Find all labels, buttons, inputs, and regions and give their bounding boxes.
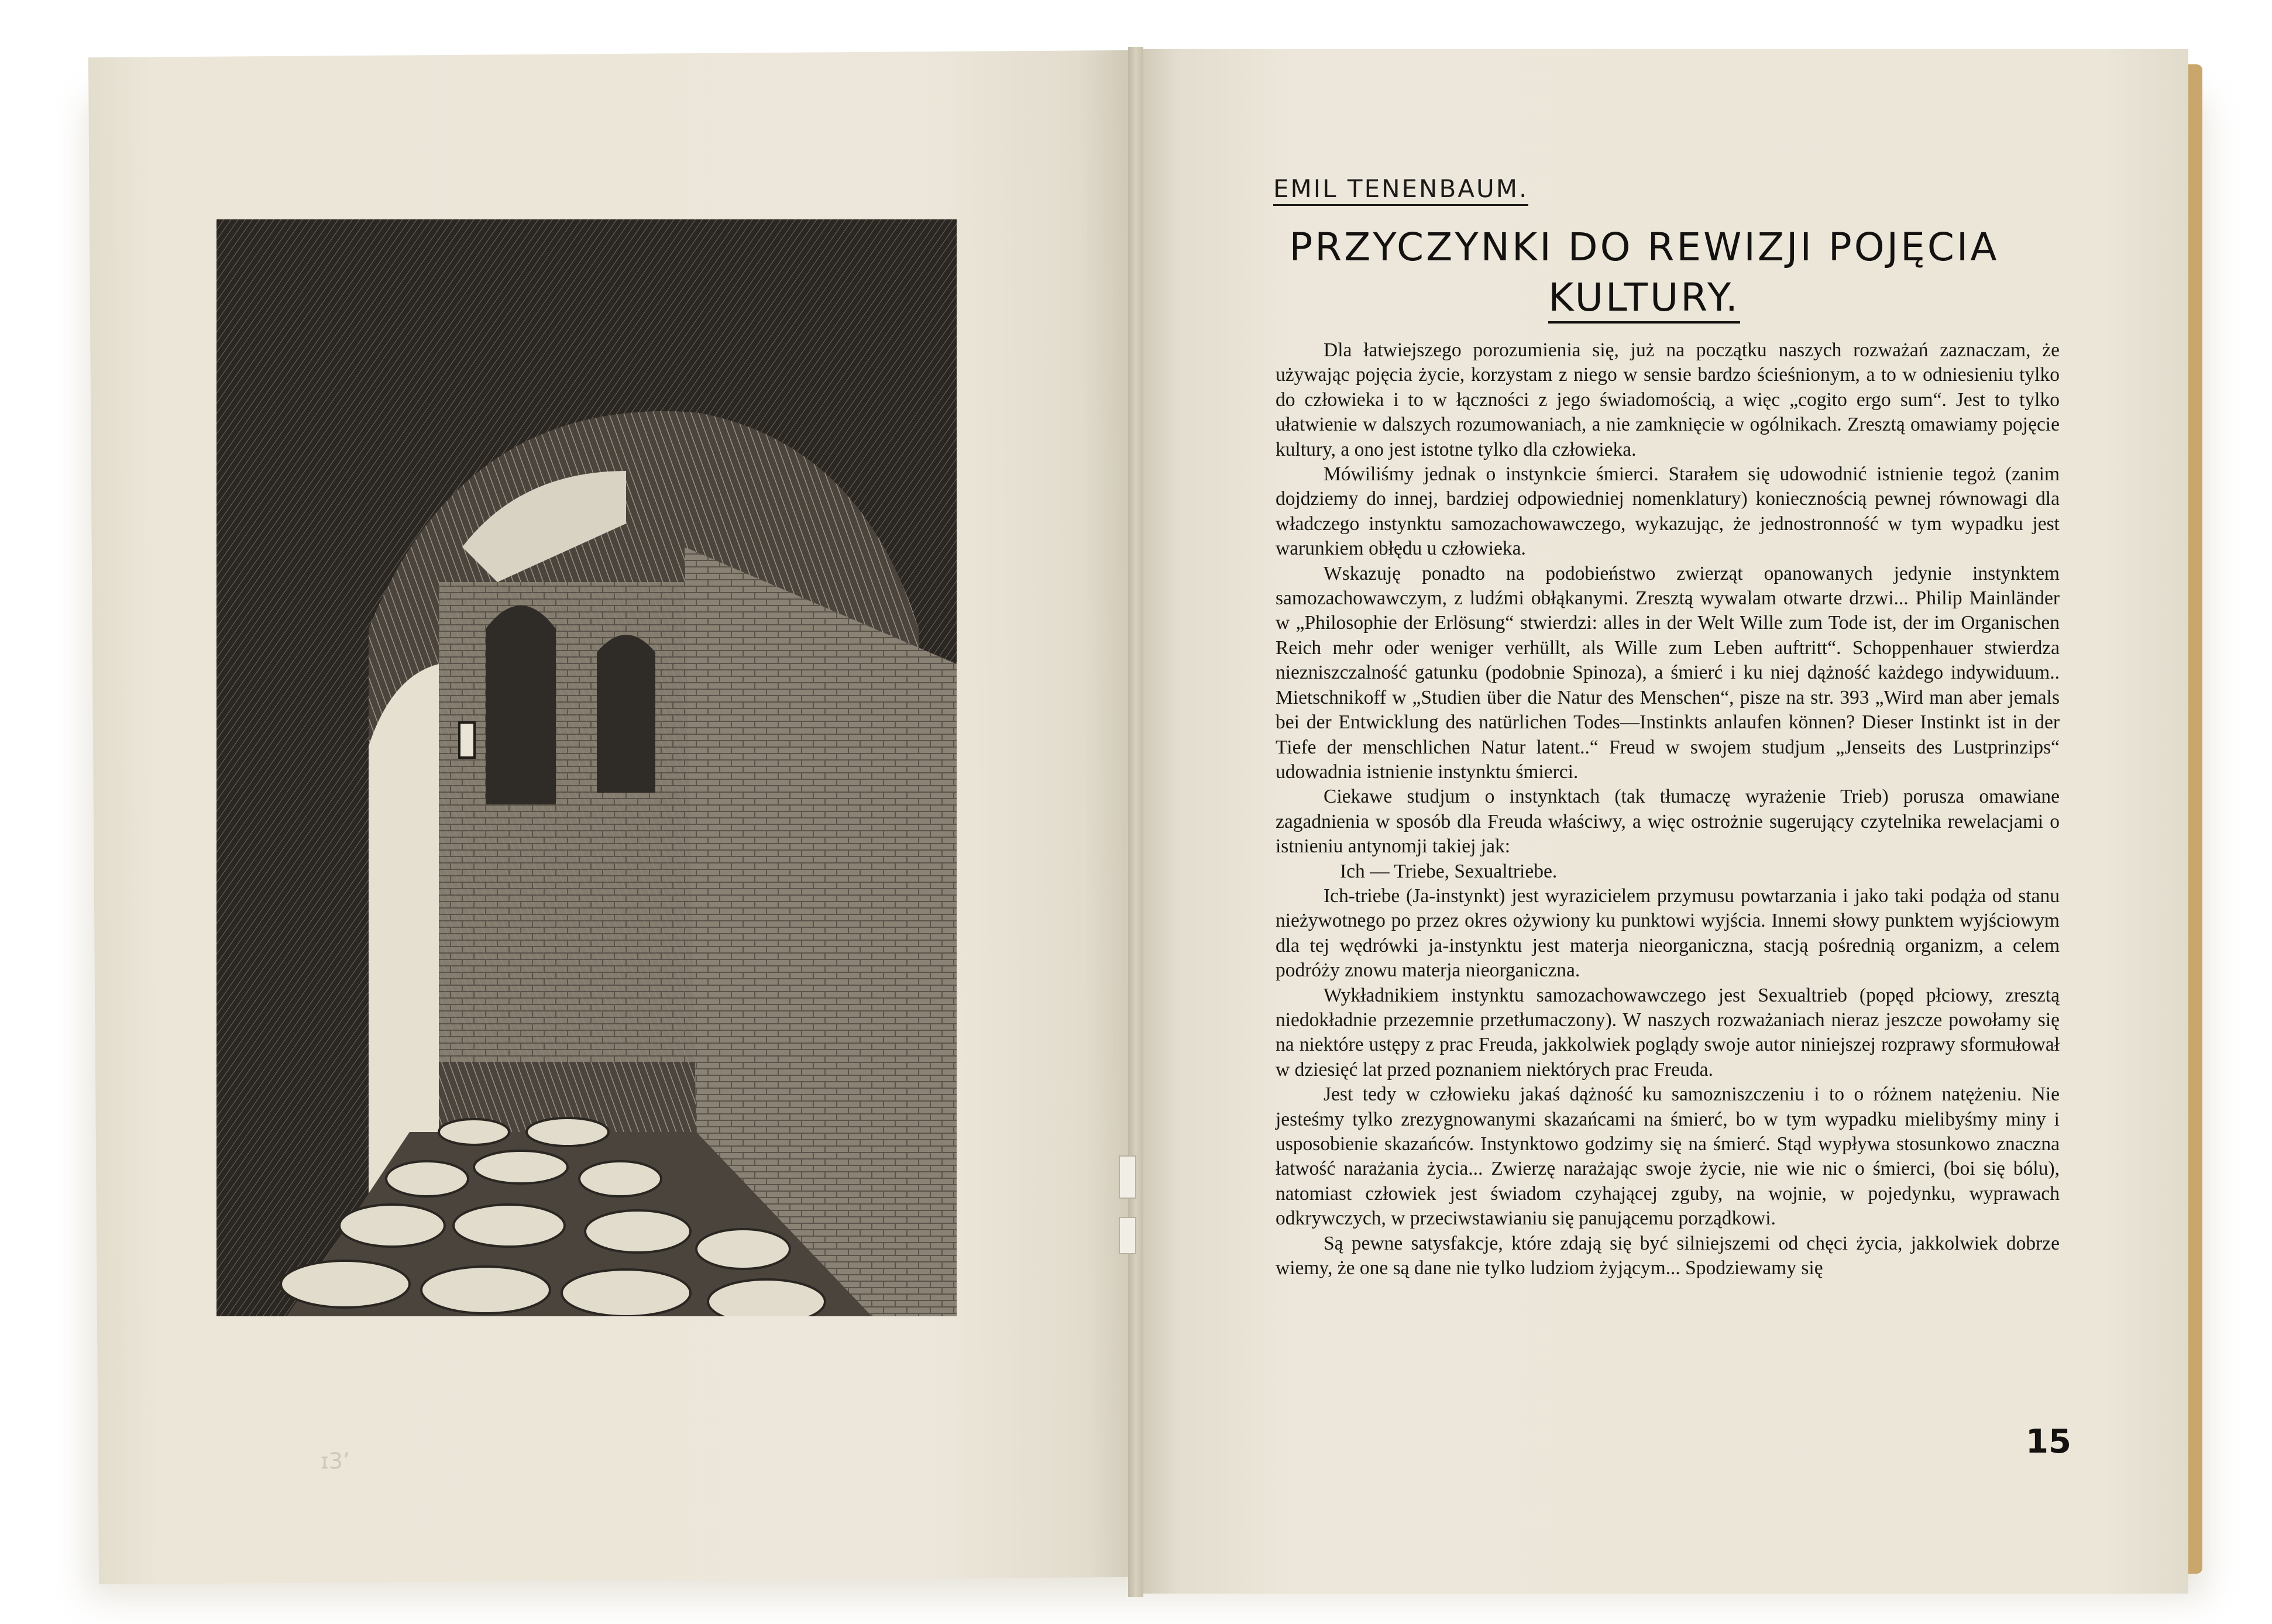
paragraph: Ich — Triebe, Sexualtriebe. <box>1340 860 1558 882</box>
pencil-mark: ɪ3ʼ <box>320 1448 350 1474</box>
paragraph: Ciekawe studjum o instynktach (tak tłumaczę wyrażenie Trieb) porusza omawiane zagadnienia w sposób dla Freuda właściwy, a więc ostrożnie sugerujący czytelnika rewelacjami o istnieniu antynomji takiej jak: <box>1276 786 2060 858</box>
paragraph: Dla łatwiejszego porozumienia się, już na początku naszych rozważań zaznaczam, że używając pojęcia życie, korzystam z niego w sensie bardzo ścieśnionym, a to w odniesieniu tylko do człowieka i to w łączności z jego świadomością, a więc „cogito ergo sum“. Jest to tylko ułatwienie w dalszych rozumowaniach, a nie zamknięcie w ogólnikach. Zresztą omawiamy pojęcie kultury, a ono jest istotne tylko dla człowieka. <box>1276 339 2060 460</box>
title-line-1: PRZYCZYNKI DO REWIZJI POJĘCIA <box>1289 225 1999 270</box>
paragraph: Mówiliśmy jednak o instynkcie śmierci. Starałem się udowodnić istnienie tegoż (zanim dojdziemy do innej, bardziej odpowiedniej nomenklatury) koniecznością pewnej równowagi dla władczego instynktu samozachowawczego, wykazując, że jednostronność w tym wypadku jest warunkiem obłędu u człowieka. <box>1276 463 2060 560</box>
paragraph: Są pewne satysfakcje, które zdają się być silniejszemi od chęci życia, jakkolwiek dobrze wiemy, że one są dane nie tylko ludziom żyjącym... Spodziewamy się <box>1276 1232 2060 1279</box>
paragraph: Jest tedy w człowieku jakaś dążność ku samozniszczeniu i to o różnem natężeniu. Nie jesteśmy tylko zrezygnowanymi skazańcami na śmierć, bo w tym wypadku mielibyśmy miny i usposobienie skazańców. Instynktowo godzimy się na śmierć. Stąd wypływa stosunkowo znaczna łatwość narażania życia... Zwierzę narażając swoje życie, nie wie nic o śmierci, (boi się bólu), natomiast człowiek jest świadom czyhającej zguby, na wojnie, w pojedynku, wyprawach odkrywczych, w przeciwstawianiu się panującemu porządkowi. <box>1276 1083 2060 1230</box>
article-title <box>1264 222 2024 323</box>
paragraph: Wykładnikiem instynktu samozachowawczego jest Sexualtrieb (popęd płciowy, zresztą niedokładnie przezemnie przetłumaczony). W naszych rozważaniach nieraz jeszcze powołamy się na niektóre ustępy z prac Freuda, jakkolwiek poglądy swoje autor niniejszej rozprawy sformułował w dziesięć lat przed poznaniem niektórych prac Freuda. <box>1276 984 2060 1081</box>
courtyard-arch-engraving <box>216 219 957 1316</box>
engraving-drawing <box>216 219 957 1316</box>
page-number: 15 <box>2026 1423 2071 1461</box>
author-name: EMIL TENENBAUM. <box>1273 174 1528 206</box>
paragraph: Ich-triebe (Ja-instynkt) jest wyrazicielem przymusu powtarzania i jako taki podąża od stanu nieżywotnego po przez okres ożywiony ku punktowi wyjścia. Innemi słowy punktem wyjściowym dla tej wędrówki ja-instynktu jest materja nieorganiczna, stacją pośrednią organizm, a celem podróży znowu materja nieorganiczna. <box>1276 885 2060 982</box>
title-line-2: KULTURY. <box>1548 275 1740 324</box>
paragraph: Wskazuję ponadto na podobieństwo zwierząt opanowanych jedynie instynktem samozachowawczym, z ludźmi obłąkanymi. Zresztą wywalam otwarte drzwi... Philip Mainländer w „Philosophie der Erlösung“ stwierdzi: alles in der Welt Wille zum Tode ist, der im Organischen Reich mehr oder weniger verhüllt, als Wille zum Leben auftritt“. Schoppenhauer stwierdza niezniszczalność gatunku (podobnie Spinoza), a śmierć i ku niej dążność każdego indywiduum.. Mietschnikoff w „Studien über die Natur des Menschen“, pisze na str. 393 „Wird man aber jemals bei der Entwicklung des natürlichen Todes—Instinkts anlaufen können? Dieser Instinkt ist in der Tiefe der menschlichen Natur latent..“ Freud w swojem studjum „Jenseits des Lustprinzips“ udowadnia istnienie instynktu śmierci. <box>1276 562 2060 783</box>
article-body <box>1276 338 2060 1281</box>
spine-stitch <box>1119 1155 1136 1199</box>
spine-stitch <box>1119 1217 1136 1254</box>
book-spine <box>1128 47 1143 1597</box>
